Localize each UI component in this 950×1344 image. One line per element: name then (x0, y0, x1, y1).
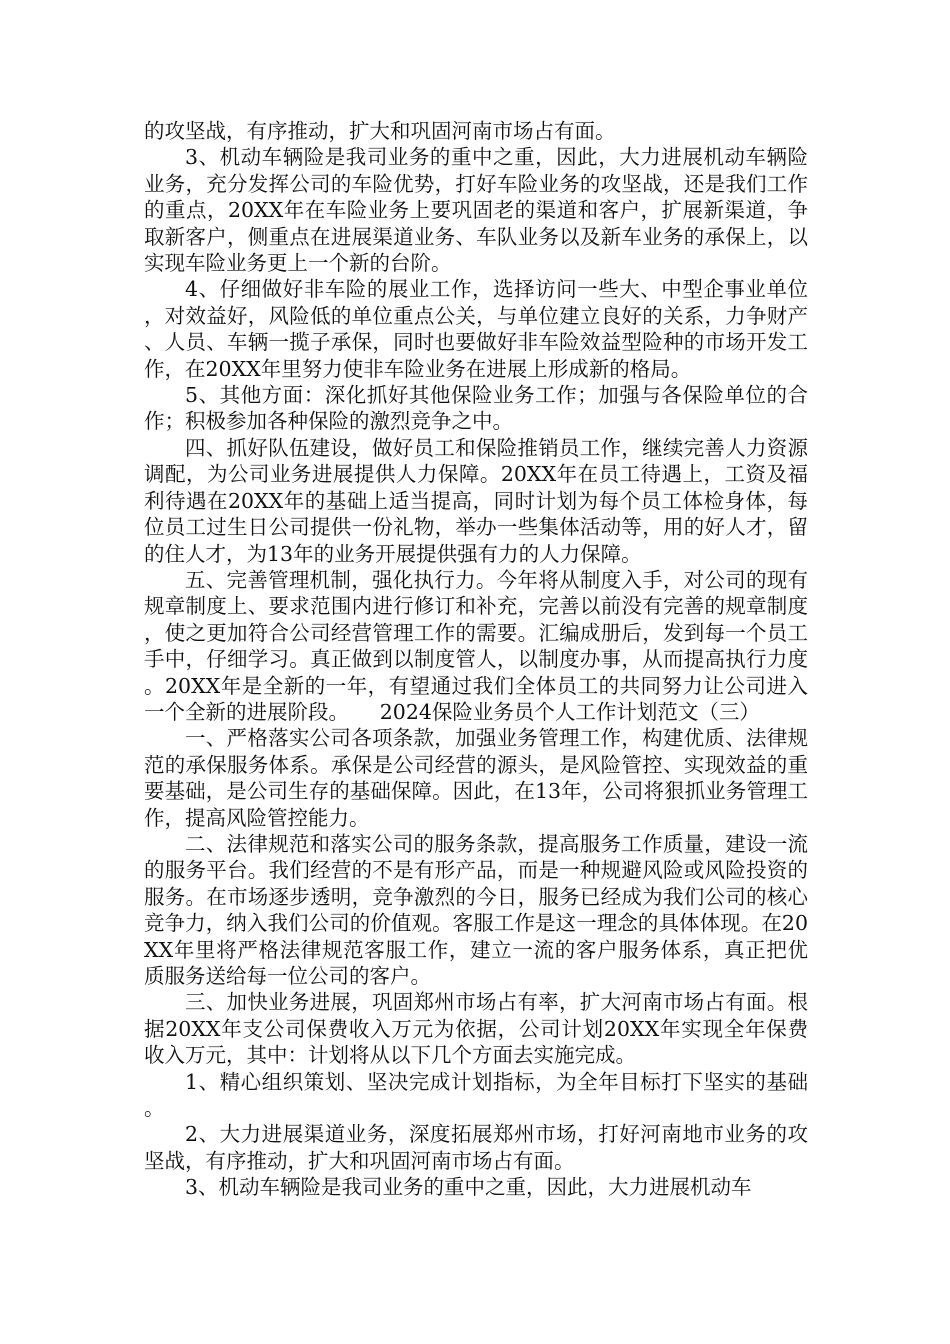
paragraph-item-4-non-motor: 4、仔细做好非车险的展业工作，选择访问一些大、中型企事业单位，对效益好，风险低的单位重点公关，与单位建立良好的关系，力争财产、人员、车辆一揽子承保，同时也要做好非车险效益型险种的市场开发工作，在20XX年里努力使非车险业务在进展上形成新的格局。 (144, 277, 808, 381)
paragraph-item-3-motor-insurance-repeat: 3、机动车辆险是我司业务的重中之重，因此，大力进展机动车 (185, 1175, 752, 1200)
document-page (144, 118, 808, 1201)
paragraph-item-3-motor-insurance: 3、机动车辆险是我司业务的重中之重，因此，大力进展机动车辆险业务，充分发挥公司的车险优势，打好车险业务的攻坚战，还是我们工作的重点，20XX年在车险业务上要巩固老的渠道和客户，扩展新渠道，争取新客户，侧重点在进展渠道业务、车队业务以及新车业务的承保上，以实现车险业务更上一个新的台阶。 (144, 145, 808, 276)
paragraph-item-1-planning: 1、精心组织策划、坚决完成计划指标，为全年目标打下坚实的基础。 (144, 1069, 808, 1121)
paragraph-section-4-team: 四、抓好队伍建设，做好员工和保险推销员工作，继续完善人力资源调配，为公司业务进展提供人力保障。20XX年在员工待遇上，工资及福利待遇在20XX年的基础上适当提高，同时计划为每个员工体检身体，每位员工过生日公司提供一份礼物，举办一些集体活动等，用的好人才，留的住人才，为13年的业务开展提供强有力的人力保障。 (144, 435, 808, 566)
paragraph-item-2-channels: 2、大力进展渠道业务，深度拓展郑州市场，打好河南地市业务的攻坚战，有序推动，扩大和巩固河南市场占有面。 (144, 1122, 808, 1173)
paragraph-continuation: 的攻坚战，有序推动，扩大和巩固河南市场占有面。 (144, 119, 616, 143)
paragraph-section-5-management: 五、完善管理机制，强化执行力。今年将从制度入手，对公司的现有规章制度上、要求范围内进行修订和补充，完善以前没有完善的规章制度，使之更加符合公司经营管理工作的需要。汇编成册后，发到每一个员工手中，仔细学习。真正做到以制度管人，以制度办事，从而提高执行力度。20XX年是全新的一年，有望通过我们全体员工的共同努力让公司进入一个全新的进展阶段。 2024保险业务员个人工作计划范文（三） (144, 567, 808, 724)
paragraph-item-5-other: 5、其他方面：深化抓好其他保险业务工作；加强与各保险单位的合作；积极参加各种保险的激烈竞争之中。 (144, 383, 808, 434)
paragraph-section-1-compliance: 一、严格落实公司各项条款，加强业务管理工作，构建优质、法律规范的承保服务体系。承保是公司经营的源头，是风险管控、实现效益的重要基础，是公司生存的基础保障。因此，在13年，公司将狠抓业务管理工作，提高风险管控能力。 (144, 726, 808, 830)
paragraph-section-2-service: 二、法律规范和落实公司的服务条款，提高服务工作质量，建设一流的服务平台。我们经营的不是有形产品，而是一种规避风险或风险投资的服务。在市场逐步透明，竞争激烈的今日，服务已经成为我们公司的核心竞争力，纳入我们公司的价值观。客服工作是这一理念的具体体现。在20XX年里将严格法律规范客服工作，建立一流的客户服务体系，真正把优质服务送给每一位公司的客户。 (144, 831, 808, 988)
paragraph-section-3-growth: 三、加快业务进展，巩固郑州市场占有率，扩大河南市场占有面。根据20XX年支公司保费收入万元为依据，公司计划20XX年实现全年保费收入万元，其中：计划将从以下几个方面去实施完成。 (144, 990, 808, 1068)
